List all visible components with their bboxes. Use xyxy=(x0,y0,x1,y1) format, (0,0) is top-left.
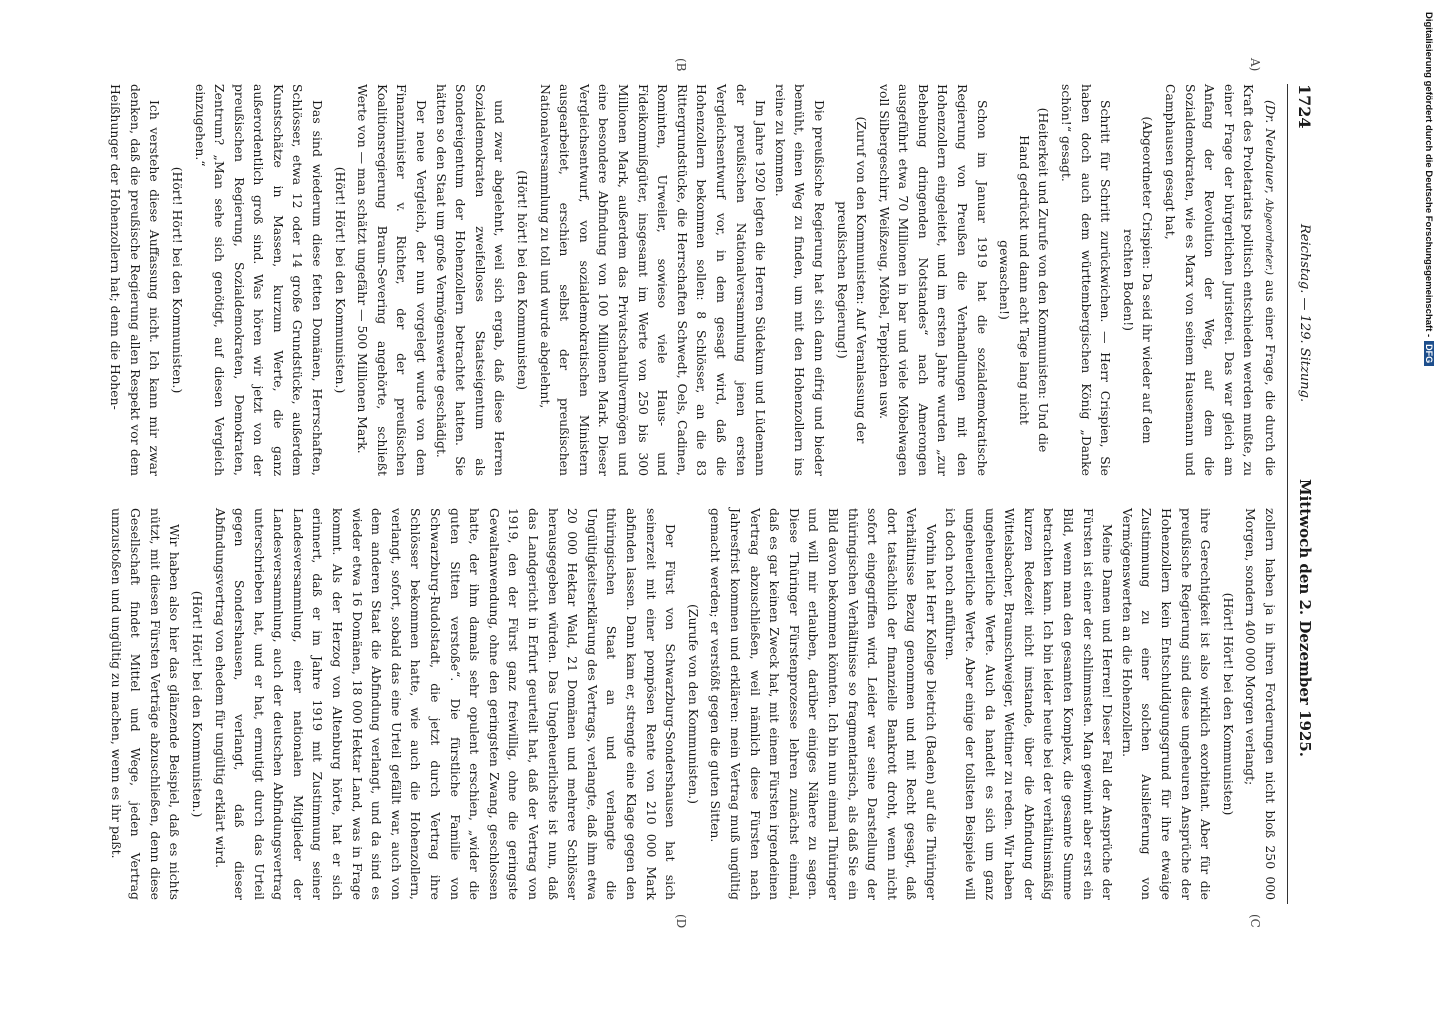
paragraph-text: Vorhin hat Herr Kollege Dietrich (Baden) auf die Thüringer Verhältnisse Bezug genommen und mit Recht gesagt, daß dort tatsächlich der finanzielle Bankrott droht, wenn nicht sofort eingegriffen wird. Leider war seine Darstellung der thüringischen Verhältnisse so fragmentarisch, als daß Sie ein Bild davon bekommen könnten. Ich bin nun einmal Thüringer und will mir erlauben, darüber einiges Nähere zu sagen. Diese Thüringer Fürstenprozesse lehren zunächst einmal, daß es gar keinen Zweck hat, mit einem Fürsten irgendeinen Vertrag abzuschließen, weil nämlich diese Fürsten nach Jahresfrist kommen und erklären: mein Vertrag muß ungültig gemacht werden; er verstößt gegen die guten Sitten. xyxy=(708,508,939,900)
side-label xyxy=(1398,0,1434,1000)
speaker-role: Abgeordneter.) xyxy=(1263,198,1274,275)
paragraph-text: Wir haben also hier das glänzende Beispiel, daß es nichts nützt, mit diesen Fürsten Verträge abzuschließen, denn diese Gesellschaft findet Mittel und Wege, jeden Vertrag umzustoßen und ungültig zu machen, wenn es ihr paßt. xyxy=(108,508,183,900)
paragraph-text: Schritt für Schritt zurückwichen. — Herr Crispien, Sie haben doch auch dem württembergischen König „Danke schön!“ gesagt. xyxy=(1059,84,1114,476)
interjection: (Hört! Hört! bei den Kommunisten.) xyxy=(169,166,185,394)
paragraph xyxy=(1117,508,1215,900)
interjection: (Zuruf von den Kommunisten: Auf Veranlassung der preußischen Regierung!) xyxy=(834,116,870,444)
paragraph-text: Schon im Januar 1919 hat die sozialdemokratische Regierung von Preußen die Verhandlungen mit den Hohenzollern eingeleitet, und im ersten Jahre wurden „zur Behebung dringenden Notstandes“ nach Amerongen ausgeführt etwa 70 Millionen in bar und viele Möbelwagen voll Silbergeschirr, Weißzeug, Möbel, Teppichen usw. xyxy=(876,84,990,476)
session-title: Reichstag. — 129. Sitzung. xyxy=(1297,224,1312,403)
paragraph xyxy=(941,508,1117,900)
rotated-page-area xyxy=(78,58,1318,929)
page-number: 1724 xyxy=(1295,84,1314,129)
page-header xyxy=(1287,84,1318,904)
side-label-text: Digitalisierung gefördert durch die Deutsche Forschungsgemeinschaft - xyxy=(1423,12,1434,338)
paragraph-text: Der Fürst von Schwarzburg-Sondershausen hat sich seinerzeit mit einer pompösen Rente von 210 000 Mark abfinden lassen. Dann kam er, strengte eine Klage gegen den thüringischen Staat an und verlangte die Ungültigkeitserklärung des Vertrags, verlangte, daß ihm etwa 20 000 Hektar Wald, 21 Domänen und mehrere Schlösser herausgegeben würden. Das Ungeheuerlichste ist nun, daß das Landgericht in Erfurt geurteilt hat, daß der Vertrag von 1919, den der Fürst ganz freiwillig, ohne die geringste Gewaltanwendung, ohne den geringsten Zwang, geschlossen hatte, der ihm damals sehr opulent erschien, „wider die guten Sitten verstoße“. Die fürstliche Familie von Schwarzburg-Rudolstadt, die jetzt durch Vertrag ihre Schlösser bekommen hatte, wie auch die Hohenzollern, verlangt, sofort, sobald das eine Urteil gefällt war, auch von dem anderen Staat die Abfindung verlangt, und da sind es wieder etwa 16 Domänen, 18 000 Hektar Land, was in Frage kommt. Als der Herzog von Altenburg hörte, hat er sich erinnert, daß er im Jahre 1919 mit Zustimmung seiner Landesversammlung, einer nationalen Mitglieder der Landesversammlung, auch der deutschen Abfindungsvertrag unterschrieben hat, und er hat, ermutigt durch das Urteil gegen Sondershausen, verlangt, daß dieser Abfindungsvertrag von ehedem für ungültig erklärt wird. xyxy=(212,508,679,900)
speaker-name: (Dr. Neubauer, xyxy=(1263,100,1278,199)
paragraph-text: aus einer Frage, die durch die Kraft des Proletariats politisch entschieden werden mußte, zu einer Frage der bürgerlichen Juristerei. Das war gleich am Anfang der Revolution der Weg, auf dem die Sozialdemokraten, wie es Marx von seinem Hausemann und Camphausen gesagt hat, xyxy=(1163,84,1278,476)
interjection: (Abgeordneter Crispien: Da seid ihr wieder auf dem rechten Boden!) xyxy=(1120,116,1156,444)
interjection: (Hört! Hört! bei den Kommunisten) xyxy=(1220,592,1236,816)
paragraph-text: Das sind wiederum diese fetten Domänen, Herrschaften, Schlösser, etwa 12 oder 14 große Grundstücke, außerdem Kunstschätze in Massen, kurzum Werte, die ganz außerordentlich groß sind. Was hören wir jetzt von der preußischen Regierung, Sozialdemokraten, Demokraten, Zentrum? „Man sehe sich genötigt, auf diesen Vergleich einzugehen.“ xyxy=(192,84,326,476)
paragraph-text: ihre Gerechtigkeit ist also wirklich exorbitant. Aber für die preußische Regierung sind diese ungeheuren Ansprüche der Hohenzollern kein Entschuldigungsgrund für ihre etwaige Zustimmung zu einer solchen Auslieferung von Vermögenswerten an die Hohenzollern. xyxy=(1119,508,1214,900)
paragraph-text: zollern haben ja in ihren Forderungen nicht bloß 250 000 Morgen, sondern 400 000 Morgen verlangt; xyxy=(1243,508,1278,900)
paragraph xyxy=(1056,84,1115,476)
paragraph-text: Ich verstehe diese Auffassung nicht. Ich kann mir zwar denken, daß die preußische Regierung allen Respekt vor dem Heißhunger der Hohenzollern hat; denn die Hohen- xyxy=(108,84,163,476)
paragraph xyxy=(874,84,992,476)
margin-mark-b: (B xyxy=(674,58,688,72)
margin-mark-c: (C xyxy=(1248,914,1262,928)
paragraph xyxy=(210,508,680,900)
paragraph-text: Im Jahre 1920 legten die Herren Südekum und Lüdemann der preußischen Nationalversammlung jenen ersten Vergleichsentwurf vor, in dem gesagt wird, daß die Hohenzollern bekommen sollen: 8 Schlösser, an die 83 Rittergrundstücke, die Herrschaften Schwedt, Oels, Cadinen, Rominten, Urweiler, sowieso viele Haus- und Fideikommißgüter, insgesamt im Werte von 250 bis 300 Millionen Mark, außerdem das Privatschatullvermögen und eine besondere Abfindung von 100 Millionen Mark. Dieser Vergleichsentwurf, von sozialdemokratischen Ministern ausgearbeitet, erschien selbst der preußischen Nationalversammlung zu toll und wurde abgelehnt, xyxy=(537,84,769,476)
page-content xyxy=(78,58,1318,929)
interjection: (Hört! hört! bei den Kommunisten) xyxy=(515,170,531,390)
left-column xyxy=(90,84,1280,476)
paragraph xyxy=(106,508,184,900)
paragraph xyxy=(431,84,509,476)
interjection: (Hört! Hört! bei den Kommunisten.) xyxy=(332,166,348,394)
paragraph-text: Die preußische Regierung hat sich dann eifrig und bieder bemüht, einen Weg zu finden, um mit den Hohenzollern ins reine zu kommen. xyxy=(772,84,827,476)
interjection: (Heiterkeit und Zurufe von den Kommunisten: Und die Hand gedrückt und dann acht Tage lang nicht gewaschen!) xyxy=(997,107,1052,453)
paragraph xyxy=(190,84,327,476)
dfg-logo: DFG xyxy=(1424,341,1434,366)
paragraph xyxy=(770,84,829,476)
right-column xyxy=(90,508,1280,900)
session-date: Mittwoch den 2. Dezember 1925. xyxy=(1296,479,1314,757)
paragraph xyxy=(1241,508,1280,900)
paragraph xyxy=(1160,84,1280,476)
paragraph-text: Meine Damen und Herren! Dieser Fall der Ansprüche der Fürsten ist einer der schlimmsten. Man gewinnt aber erst ein Bild, wenn man den gesamten Komplex, die gesamte Summe betrachten kann. Ich bin leider heute bei der verhältnismäßig kurzen Redezeit nicht imstande, über die Abfindung der Wittelsbacher, Braunschweiger, Wettiner zu reden. Wir haben ungeheuerliche Werte. Auch da handelt es sich um ganz ungeheuerliche Werte. Aber einige der tollsten Beispiele will ich doch noch anführen. xyxy=(943,508,1116,900)
interjection: (Hört! Hört! bei den Kommunisten.) xyxy=(189,590,205,818)
margin-mark-d: (D xyxy=(674,914,688,929)
paragraph xyxy=(106,84,165,476)
paragraph-text: Der neue Vergleich, der nun vorgelegt wurde von dem Finanzminister v. Richter, der der preußischen Koalitionsregierung Braun-Severing angehörte, schließt Werte von — man schätzt ungefähr — 500 Millionen Mark. xyxy=(355,84,430,476)
interjection: (Zurufe von den Kommunisten.) xyxy=(685,604,701,804)
paragraph xyxy=(535,84,770,476)
paragraph-text: und zwar abgelehnt, weil sich ergab, daß diese Herren Sozialdemokraten zweifelloses Staatseigentum als Sondereigentum der Hohenzollern betrachtet hatten. Sie hätten so den Staat um große Vermögenswerte geschädigt. xyxy=(433,84,508,476)
paragraph xyxy=(706,508,941,900)
paragraph xyxy=(353,84,431,476)
margin-mark-a: A) xyxy=(1248,58,1262,72)
